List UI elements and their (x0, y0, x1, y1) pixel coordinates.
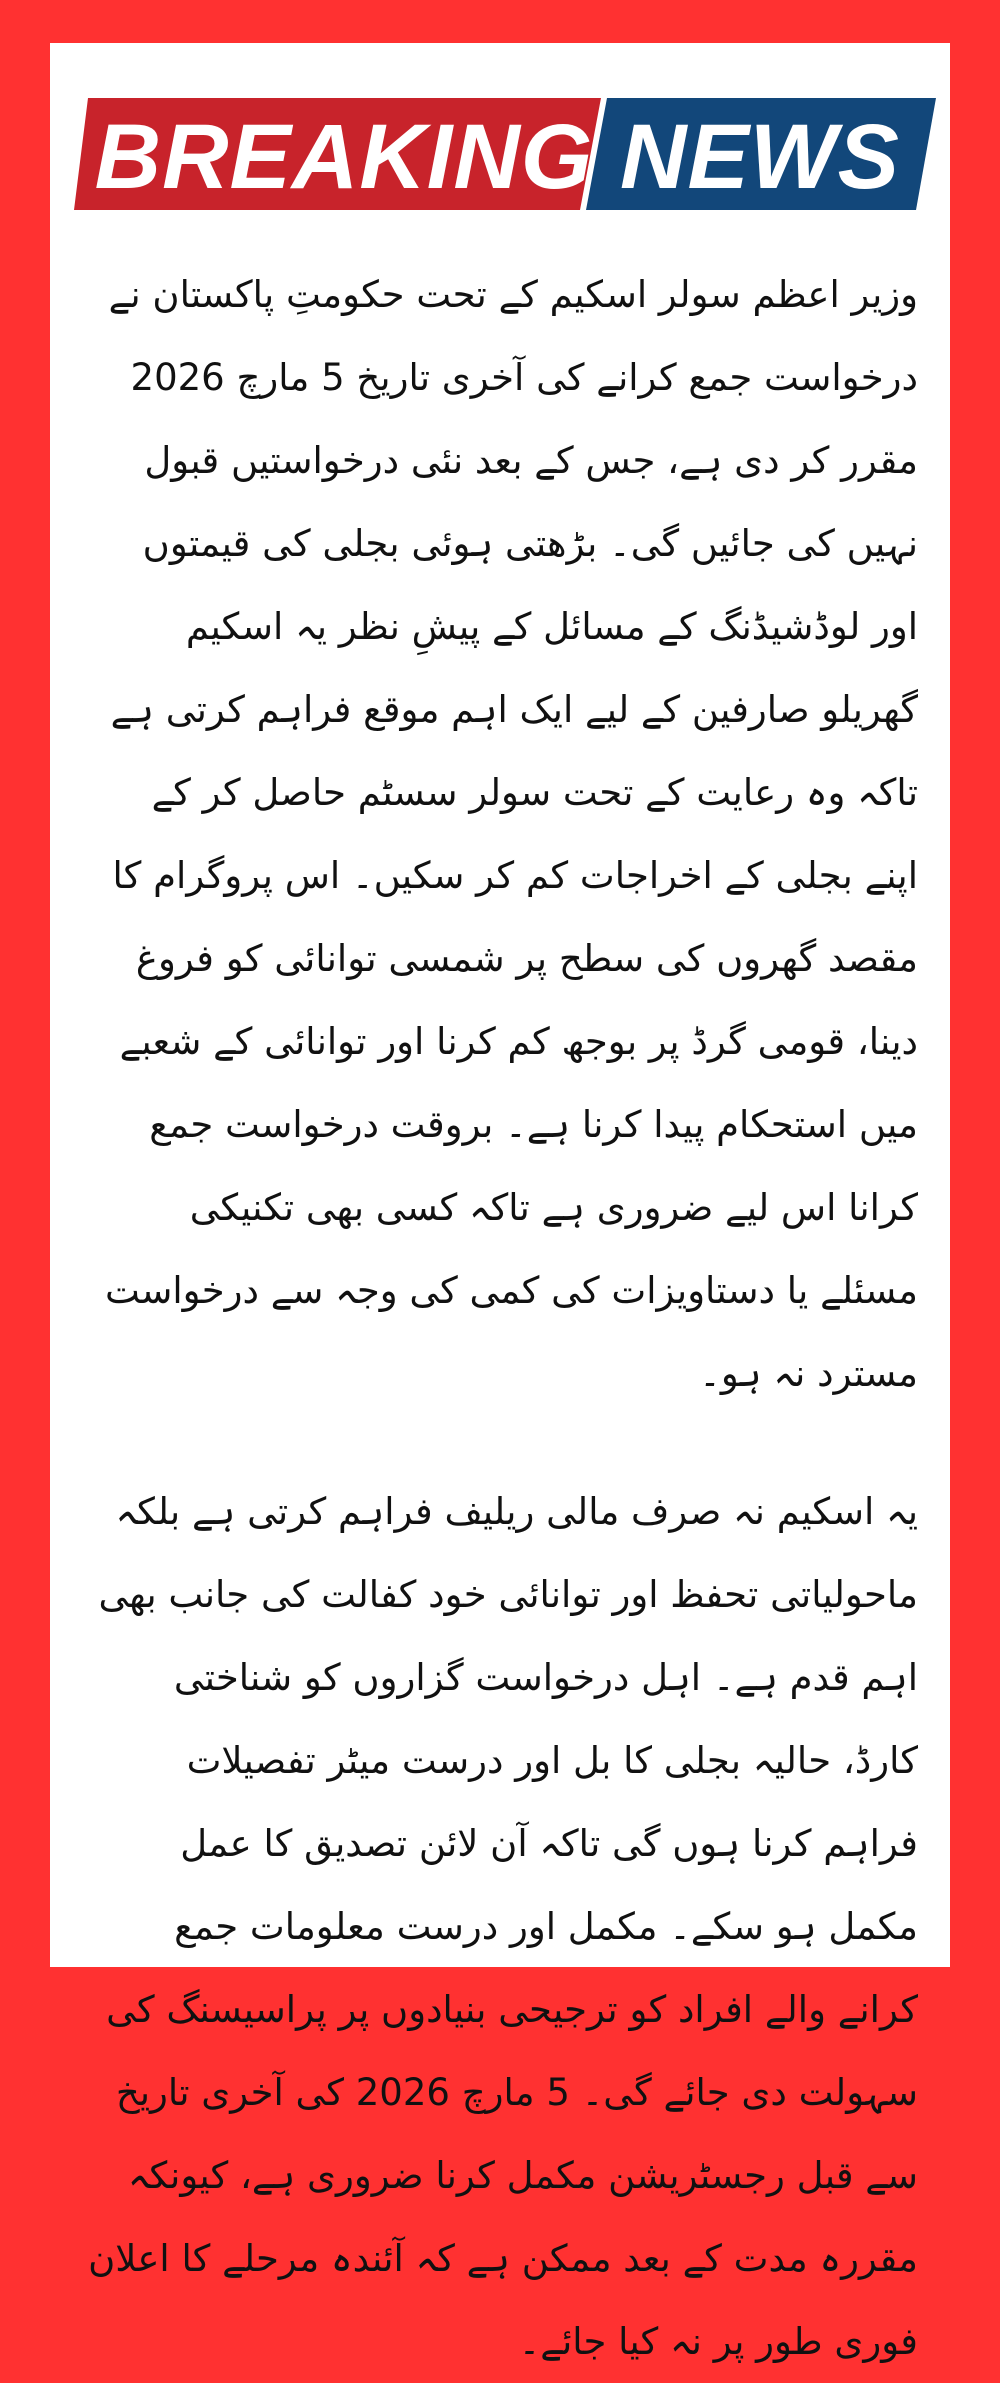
breaking-news-banner (74, 98, 936, 210)
banner-word-breaking: BREAKING (94, 106, 594, 208)
article-paragraph-2: یہ اسکیم نہ صرف مالی ریلیف فراہم کرتی ہے بلکہ ماحولیاتی تحفظ اور توانائی خود کفالت کی جانب بھی اہم قدم ہے۔ اہل درخواست گزاروں کو شناختی کارڈ، حالیہ بجلی کا بل اور درست میٹر تفصیلات فراہم کرنا ہوں گی تاکہ آن لائن تصدیق کا عمل مکمل ہو سکے۔ مکمل اور درست معلومات جمع کرانے والے افراد کو ترجیحی بنیادوں پر پراسیسنگ کی سہولت دی جائے گی۔ 5 مارچ 2026 کی آخری تاریخ سے قبل رجسٹریشن مکمل کرنا ضروری ہے، کیونکہ مقررہ مدت کے بعد ممکن ہے کہ آئندہ مرحلے کا اعلان فوری طور پر نہ کیا جائے۔ (88, 1490, 918, 2363)
article-body (88, 253, 918, 2383)
banner-word-news: NEWS (620, 106, 900, 208)
news-card (50, 43, 950, 2363)
article-paragraph-1: وزیر اعظم سولر اسکیم کے تحت حکومتِ پاکستان نے درخواست جمع کرانے کی آخری تاریخ 5 مارچ 2026 مقرر کر دی ہے، جس کے بعد نئی درخواستیں قبول نہیں کی جائیں گی۔ بڑھتی ہوئی بجلی کی قیمتوں اور لوڈشیڈنگ کے مسائل کے پیشِ نظر یہ اسکیم گھریلو صارفین کے لیے ایک اہم موقع فراہم کرتی ہے تاکہ وہ رعایت کے تحت سولر سسٹم حاصل کر کے اپنے بجلی کے اخراجات کم کر سکیں۔ اس پروگرام کا مقصد گھروں کی سطح پر شمسی توانائی کو فروغ دینا، قومی گرڈ پر بوجھ کم کرنا اور توانائی کے شعبے میں استحکام پیدا کرنا ہے۔ بروقت درخواست جمع کرانا اس لیے ضروری ہے تاکہ کسی بھی تکنیکی مسئلے یا دستاویزات کی کمی کی وجہ سے درخواست مسترد نہ ہو۔ (105, 273, 918, 1395)
